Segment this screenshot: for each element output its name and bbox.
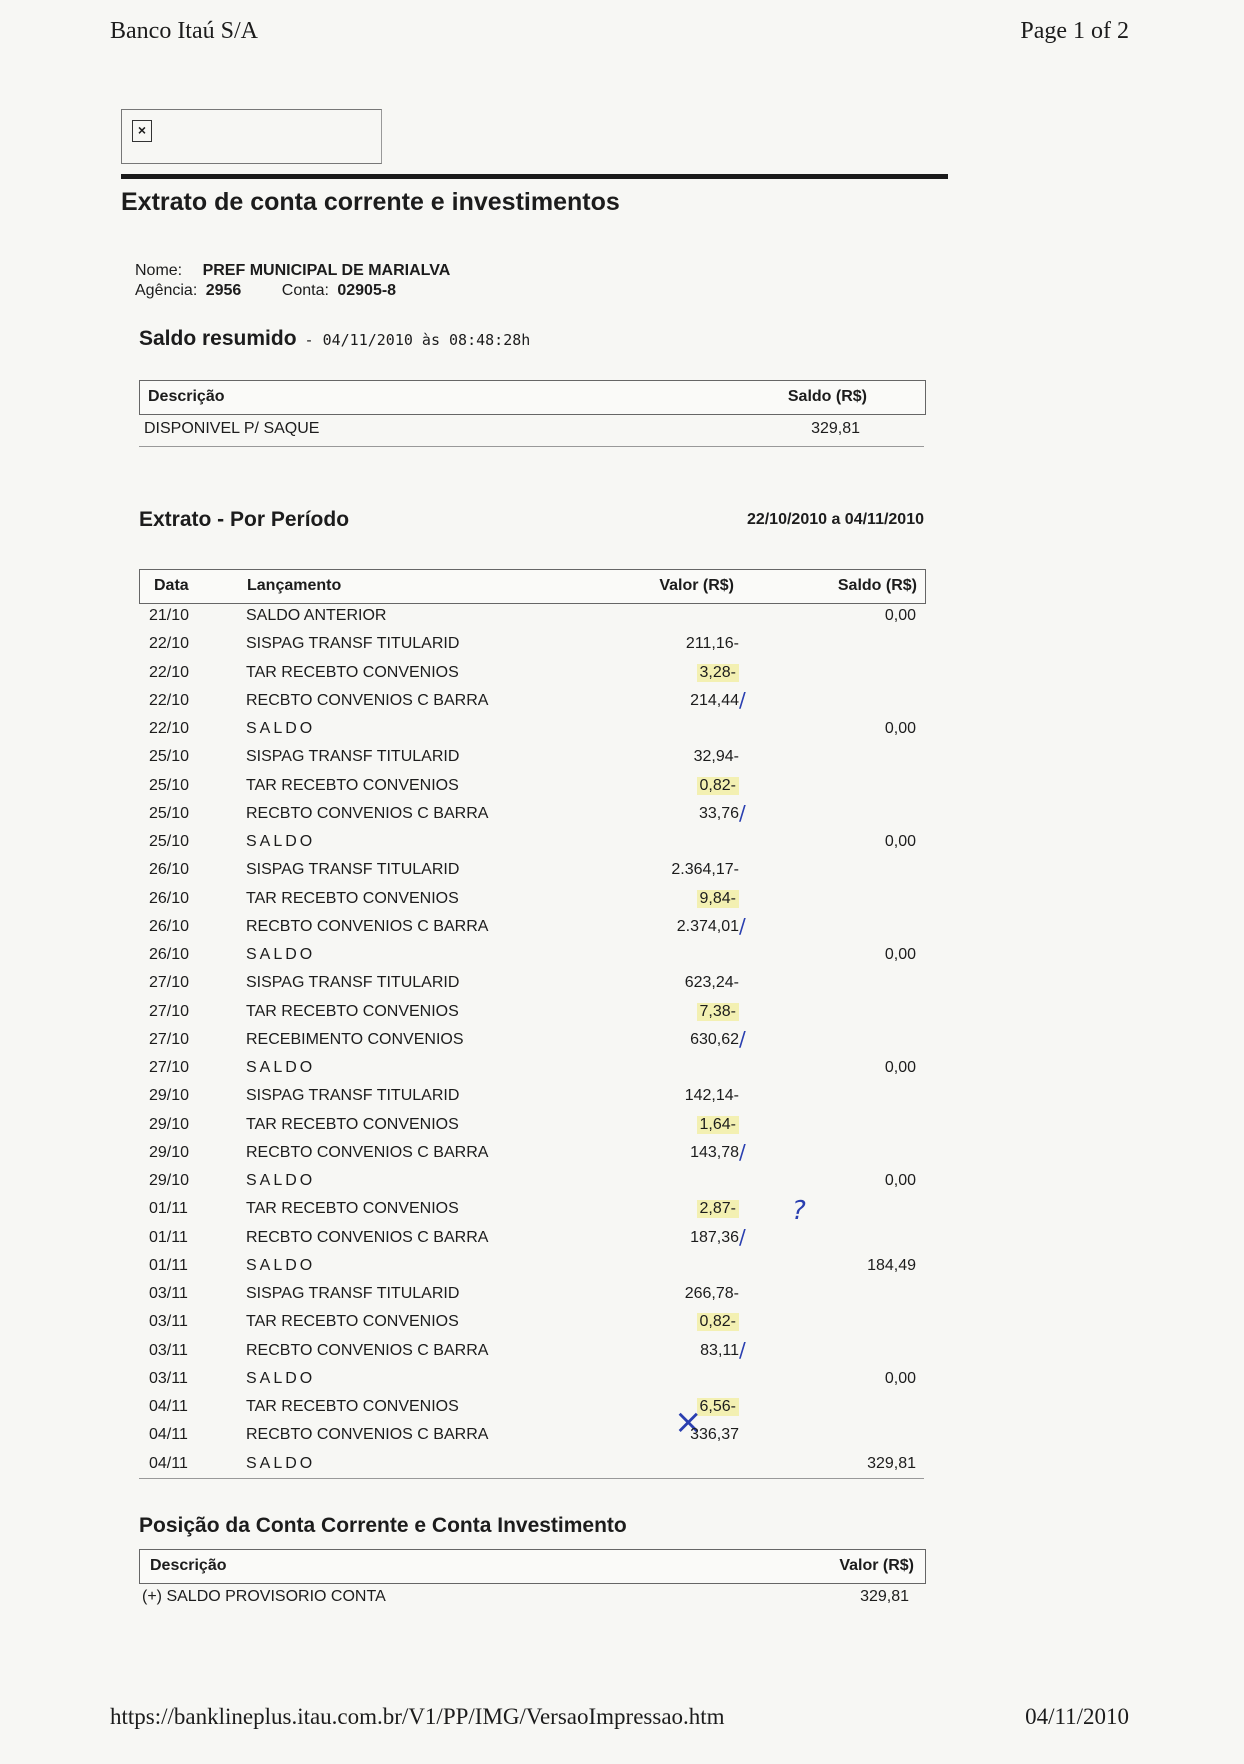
cell-valor: 0,82-: [697, 1313, 739, 1331]
page-title: Extrato de conta corrente e investimentos: [121, 188, 620, 216]
table-row: [139, 716, 924, 744]
cell-valor: 214,44: [690, 691, 739, 709]
check-mark-icon: /: [739, 1026, 746, 1051]
cell-data: 29/10: [149, 1143, 190, 1161]
cell-saldo: 0,00: [884, 1369, 916, 1387]
cell-data: 26/10: [149, 917, 190, 935]
title-rule: [121, 174, 948, 179]
cell-data: 27/10: [149, 1059, 190, 1076]
table-row: [139, 603, 924, 631]
cell-valor: 2.364,17-: [671, 861, 739, 879]
saldo-resumido-timestamp: - 04/11/2010 às 08:48:28h: [304, 331, 531, 349]
cell-saldo: 0,00: [884, 1059, 916, 1076]
cell-valor: 7,38-: [697, 1003, 739, 1021]
cell-lancamento: SALDO: [246, 946, 316, 963]
cell-lancamento: SALDO: [246, 1454, 316, 1472]
cell-data: 01/11: [149, 1228, 188, 1246]
saldo-resumido-value: 329,81: [811, 420, 860, 437]
cell-data: 04/11: [149, 1454, 188, 1472]
table-row: [139, 631, 924, 659]
extrato-title: Extrato - Por Período: [139, 508, 350, 531]
cell-data: 04/11: [149, 1426, 188, 1444]
check-mark-icon: /: [739, 1224, 746, 1249]
col-lancamento: Lançamento: [247, 577, 342, 594]
cell-lancamento: RECBTO CONVENIOS C BARRA: [246, 1228, 489, 1246]
cell-data: 25/10: [149, 776, 190, 794]
agencia-label: Agência:: [135, 282, 198, 299]
check-mark-icon: /: [739, 800, 746, 825]
table-row: [139, 914, 924, 942]
posicao-row: [139, 1583, 924, 1615]
saldo-resumido-label: Saldo resumido: [139, 327, 297, 350]
footer-url: https://banklineplus.itau.com.br/V1/PP/IMG/VersaoImpressao.htm: [110, 1704, 725, 1729]
table-row: [139, 1366, 924, 1394]
cell-valor: 9,84-: [697, 890, 739, 908]
check-mark-icon: /: [739, 1139, 746, 1164]
cell-data: 27/10: [149, 1002, 190, 1020]
cell-lancamento: SALDO: [246, 1172, 316, 1189]
cell-lancamento: TAR RECEBTO CONVENIOS: [246, 1200, 459, 1218]
cell-lancamento: TAR RECEBTO CONVENIOS: [246, 1313, 459, 1331]
cell-data: 26/10: [149, 861, 190, 879]
nome-label: Nome:: [135, 262, 183, 279]
broken-image-icon: ×: [132, 120, 152, 142]
cell-saldo: 0,00: [884, 946, 916, 963]
table-row: [139, 660, 924, 688]
cell-lancamento: RECBTO CONVENIOS C BARRA: [246, 1341, 489, 1359]
cell-valor: 187,36: [690, 1228, 739, 1246]
check-mark-icon: /: [739, 913, 746, 938]
extrato-period: 22/10/2010 a 04/11/2010: [746, 511, 924, 528]
cell-lancamento: SISPAG TRANSF TITULARID: [246, 1285, 460, 1302]
cell-lancamento: RECBTO CONVENIOS C BARRA: [246, 1426, 489, 1444]
header-bank-name: Banco Itaú S/A: [110, 18, 258, 44]
table-row: [139, 773, 924, 801]
table-row: [139, 999, 924, 1027]
posicao-header: [139, 1549, 926, 1584]
check-mark-icon: /: [739, 1337, 746, 1362]
cell-data: 29/10: [149, 1087, 190, 1105]
cell-data: 22/10: [149, 720, 190, 737]
cell-lancamento: TAR RECEBTO CONVENIOS: [246, 776, 459, 794]
cell-lancamento: TAR RECEBTO CONVENIOS: [246, 663, 459, 681]
cell-valor: 1,64-: [697, 1116, 739, 1134]
col-descricao: Descrição: [148, 388, 225, 405]
cell-valor: 630,62: [690, 1030, 739, 1048]
table-row: [139, 1083, 924, 1111]
posicao-value: 329,81: [860, 1588, 909, 1605]
saldo-resumido-row: [139, 414, 924, 446]
cell-data: 22/10: [149, 691, 190, 709]
cell-data: 01/11: [149, 1200, 188, 1218]
saldo-resumido-title: [139, 327, 530, 351]
table-row: [139, 1168, 924, 1196]
cell-data: 27/10: [149, 1030, 190, 1048]
saldo-resumido-header: [139, 380, 926, 415]
table-row: [139, 886, 924, 914]
cell-valor: 0,82-: [697, 777, 739, 795]
cell-lancamento: SALDO: [246, 1369, 316, 1387]
cell-lancamento: RECBTO CONVENIOS C BARRA: [246, 804, 489, 822]
cell-valor: 3,28-: [697, 664, 739, 682]
cell-data: 27/10: [149, 974, 190, 992]
cell-lancamento: RECBTO CONVENIOS C BARRA: [246, 1143, 489, 1161]
col-descricao: Descrição: [150, 1557, 227, 1574]
cell-valor: 266,78-: [684, 1285, 739, 1302]
cell-data: 29/10: [149, 1115, 190, 1133]
logo-placeholder: [121, 109, 382, 164]
cell-data: 25/10: [149, 748, 190, 766]
table-row: [139, 942, 924, 970]
cell-valor: 336,37: [690, 1426, 739, 1444]
table-row: [139, 1055, 924, 1083]
cell-lancamento: SALDO ANTERIOR: [246, 607, 387, 624]
cross-mark-icon: ×: [674, 1402, 703, 1442]
table-row: [139, 1422, 924, 1450]
cell-data: 25/10: [149, 833, 190, 850]
cell-valor: 33,76: [698, 804, 739, 822]
cell-lancamento: SISPAG TRANSF TITULARID: [246, 861, 460, 879]
cell-lancamento: SALDO: [246, 720, 316, 737]
check-mark-icon: /: [739, 687, 746, 712]
extrato-header: [139, 569, 926, 604]
conta-label: Conta:: [281, 282, 329, 299]
table-row: [139, 1309, 924, 1337]
table-row: [139, 1027, 924, 1055]
table-row: [139, 1225, 924, 1253]
cell-lancamento: SISPAG TRANSF TITULARID: [246, 1087, 460, 1105]
cell-saldo: 0,00: [884, 607, 916, 624]
cell-lancamento: SALDO: [246, 1059, 316, 1076]
table-row: [139, 1140, 924, 1168]
cell-data: 03/11: [149, 1341, 188, 1359]
cell-saldo: 0,00: [884, 833, 916, 850]
cell-data: 03/11: [149, 1285, 188, 1302]
table-row: [139, 857, 924, 885]
account-name: PREF MUNICIPAL DE MARIALVA: [202, 262, 451, 279]
table-row: [139, 829, 924, 857]
posicao-desc: (+) SALDO PROVISORIO CONTA: [142, 1588, 386, 1605]
table-row: [139, 688, 924, 716]
cell-valor: 211,16-: [685, 635, 739, 653]
col-data: Data: [154, 577, 189, 594]
cell-valor: 142,14-: [684, 1087, 739, 1105]
cell-valor: 6,56-: [697, 1398, 739, 1416]
cell-valor: 32,94-: [693, 748, 739, 766]
cell-lancamento: RECBTO CONVENIOS C BARRA: [246, 917, 489, 935]
cell-saldo: 0,00: [884, 1172, 916, 1189]
table-row: [139, 1253, 924, 1281]
cell-valor: 83,11: [700, 1341, 739, 1359]
footer-date: 04/11/2010: [1025, 1704, 1129, 1729]
account-info: [135, 261, 450, 301]
cell-lancamento: SALDO: [246, 833, 316, 850]
table-row: [139, 1338, 924, 1366]
col-valor: Valor (R$): [839, 1557, 914, 1574]
cell-lancamento: TAR RECEBTO CONVENIOS: [246, 1398, 459, 1415]
cell-data: 26/10: [149, 946, 190, 963]
cell-valor: 2,87-: [697, 1200, 739, 1218]
table-row: [139, 1451, 924, 1479]
cell-lancamento: TAR RECEBTO CONVENIOS: [246, 1002, 459, 1020]
handwritten-question-mark: ?: [792, 1196, 806, 1226]
cell-data: 22/10: [149, 663, 190, 681]
cell-lancamento: SISPAG TRANSF TITULARID: [246, 748, 460, 766]
cell-saldo: 329,81: [867, 1454, 916, 1472]
cell-lancamento: SISPAG TRANSF TITULARID: [246, 974, 460, 992]
cell-valor: 2.374,01: [676, 917, 739, 935]
cell-saldo: 0,00: [884, 720, 916, 737]
cell-data: 21/10: [149, 607, 190, 624]
col-saldo: Saldo (R$): [787, 388, 867, 405]
cell-data: 22/10: [149, 635, 190, 653]
cell-data: 01/11: [149, 1256, 188, 1274]
cell-valor: 143,78: [690, 1143, 739, 1161]
col-saldo: Saldo (R$): [837, 577, 917, 594]
conta-value: 02905-8: [337, 282, 397, 299]
cell-valor: 623,24-: [684, 974, 739, 992]
cell-lancamento: RECBTO CONVENIOS C BARRA: [246, 691, 489, 709]
header-page-number: Page 1 of 2: [1020, 18, 1129, 44]
cell-data: 26/10: [149, 889, 190, 907]
table-row: [139, 744, 924, 772]
table-row: [139, 1112, 924, 1140]
divider: [139, 446, 924, 447]
cell-saldo: 184,49: [867, 1256, 916, 1274]
cell-data: 29/10: [149, 1172, 190, 1189]
divider: [139, 1478, 924, 1479]
saldo-resumido-desc: DISPONIVEL P/ SAQUE: [144, 420, 320, 437]
table-row: [139, 801, 924, 829]
cell-data: 04/11: [149, 1398, 188, 1415]
col-valor: Valor (R$): [659, 577, 734, 594]
table-row: [139, 970, 924, 998]
cell-data: 25/10: [149, 804, 190, 822]
cell-data: 03/11: [149, 1313, 188, 1331]
cell-lancamento: RECEBIMENTO CONVENIOS: [246, 1030, 464, 1048]
posicao-title: Posição da Conta Corrente e Conta Investimento: [139, 1514, 627, 1537]
agencia-value: 2956: [205, 282, 242, 299]
cell-lancamento: TAR RECEBTO CONVENIOS: [246, 1115, 459, 1133]
table-row: [139, 1196, 924, 1224]
cell-lancamento: SISPAG TRANSF TITULARID: [246, 635, 460, 653]
cell-lancamento: SALDO: [246, 1256, 316, 1274]
cell-lancamento: TAR RECEBTO CONVENIOS: [246, 889, 459, 907]
table-row: [139, 1281, 924, 1309]
cell-data: 03/11: [149, 1369, 188, 1387]
